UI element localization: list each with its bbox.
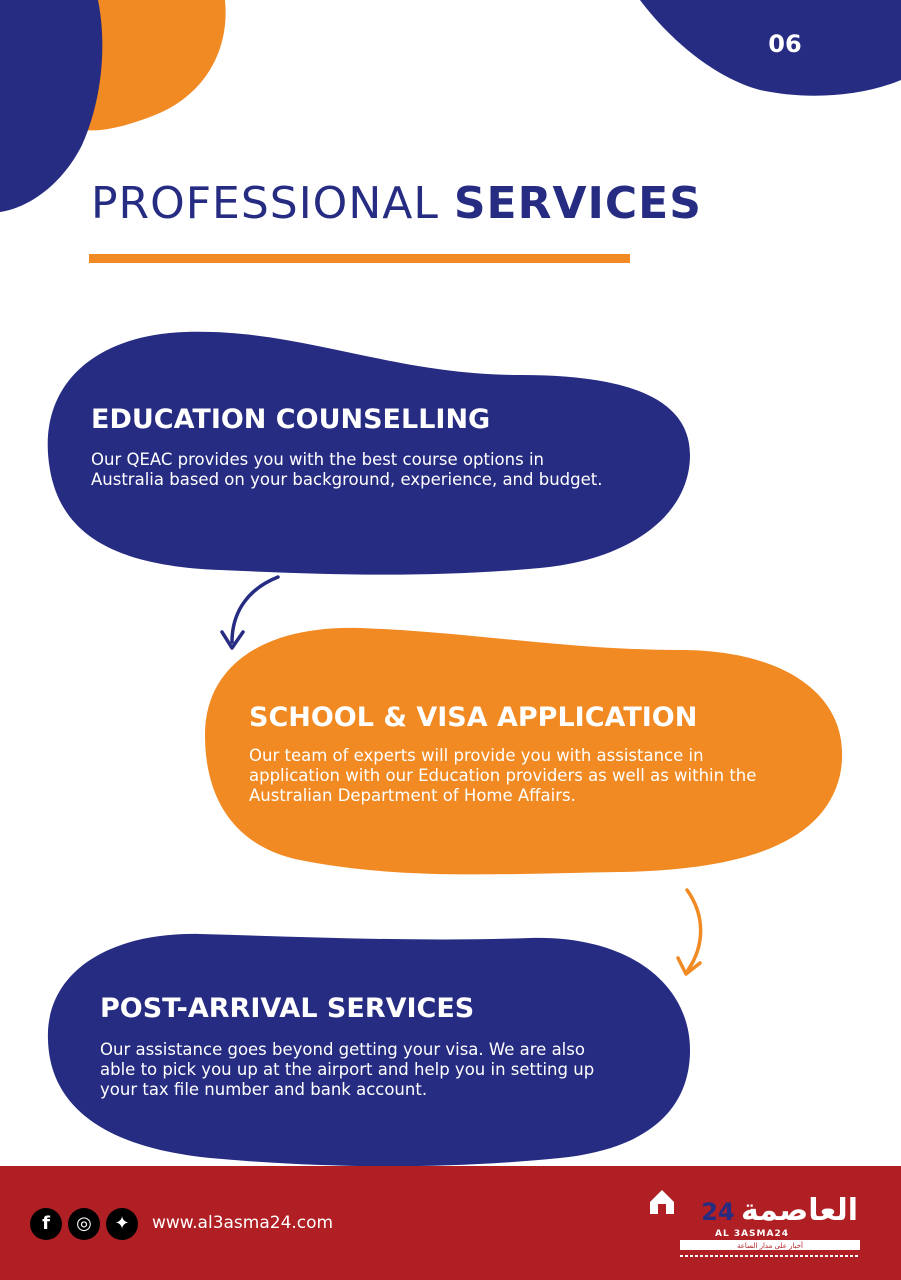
logo-number: 24 [701, 1198, 735, 1226]
title-light: PROFESSIONAL [91, 178, 439, 229]
curved-arrow-orange [687, 890, 701, 970]
twitter-icon[interactable]: ✦ [106, 1208, 138, 1240]
al3asma24-logo [640, 1178, 865, 1263]
facebook-icon[interactable]: f [30, 1208, 62, 1240]
service-text-education: Our QEAC provides you with the best course options in Australia based on your background, experience, and budget. [91, 450, 603, 489]
service-text-visa: Our team of experts will provide you with assistance in application with our Education providers as well as within the Australian Department of Home Affairs. [249, 746, 757, 805]
service-heading-visa: SCHOOL & VISA APPLICATION [249, 702, 698, 733]
title-bold: SERVICES [453, 178, 702, 229]
service-text-post-arrival: Our assistance goes beyond getting your visa. We are also able to pick you up at the airport and help you in setting up your tax file number and bank account. [100, 1040, 595, 1099]
service-heading-post-arrival: POST-ARRIVAL SERVICES [100, 993, 475, 1024]
service-heading-education: EDUCATION COUNSELLING [91, 404, 491, 435]
logo-latin: AL 3ASMA24 [715, 1229, 789, 1239]
curved-arrow-navy [232, 577, 278, 642]
page-number: 06 [768, 30, 802, 58]
logo-arabic: العاصمة [740, 1193, 858, 1228]
instagram-icon[interactable]: ◎ [68, 1208, 100, 1240]
logo-tagline: أخبار على مدار الساعة [736, 1242, 804, 1250]
website-link[interactable]: www.al3asma24.com [152, 1213, 334, 1233]
